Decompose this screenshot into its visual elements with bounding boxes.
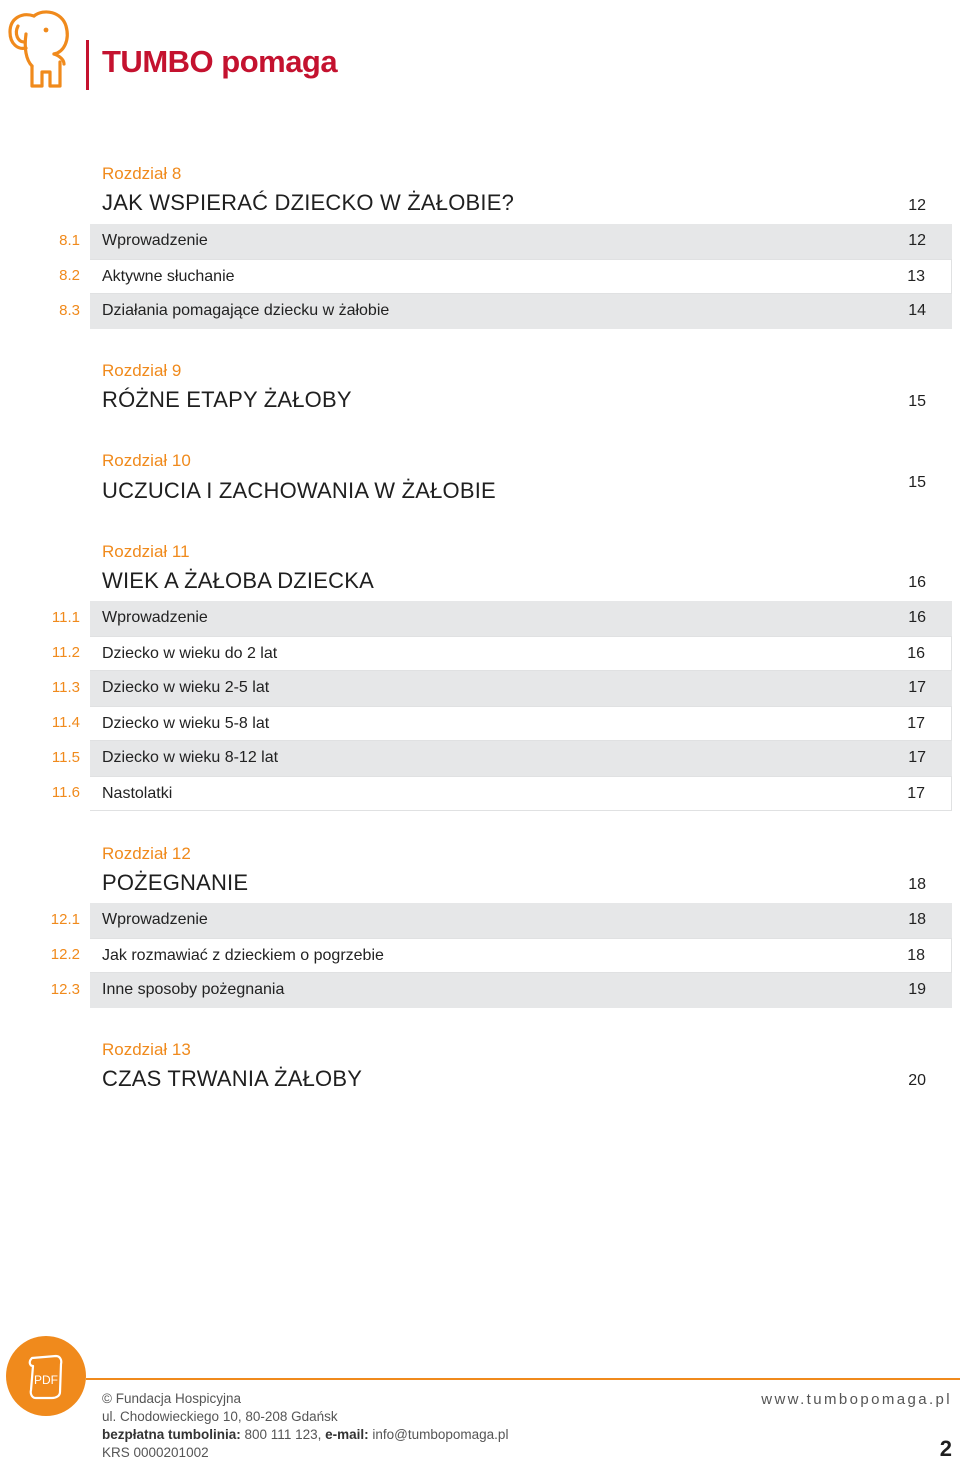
chapter-9-page: 15 <box>908 393 926 410</box>
footer-divider <box>86 1378 960 1380</box>
section-number: 12.3 <box>50 981 80 998</box>
chapter-13-title: CZAS TRWANIA ŻAŁOBY <box>102 1066 363 1091</box>
chapter-11-title: WIEK A ŻAŁOBA DZIECKA <box>102 568 374 593</box>
pdf-badge-label: PDF <box>34 1373 58 1387</box>
section-number: 8.1 <box>59 232 80 249</box>
toc-row-page: 17 <box>908 749 926 766</box>
toc-row-page: 18 <box>907 947 925 964</box>
toc-row[interactable] <box>90 938 952 973</box>
toc-row-label: Dziecko w wieku 2-5 lat <box>102 679 270 696</box>
chapter-8-page: 12 <box>908 197 926 214</box>
toc-row[interactable] <box>90 741 952 776</box>
toc-row-page: 12 <box>908 232 926 249</box>
section-number: 11.1 <box>51 609 80 626</box>
section-number: 12.1 <box>50 911 80 928</box>
chapter-11-label: Rozdział 11 <box>102 542 190 561</box>
toc-row-label: Nastolatki <box>102 785 173 802</box>
toc-row-page: 13 <box>907 268 925 285</box>
toc-row[interactable] <box>90 903 952 938</box>
toc-row[interactable] <box>90 259 952 294</box>
toc-row-page: 17 <box>908 679 926 696</box>
footer-krs: KRS 0000201002 <box>102 1445 209 1460</box>
elephant-logo-icon <box>4 4 76 92</box>
chapter-12-page: 18 <box>908 876 926 893</box>
toc-row-page: 17 <box>907 715 925 732</box>
pdf-icon <box>6 1336 86 1416</box>
phone-number: 800 111 123, <box>244 1427 322 1442</box>
toc-row-page: 16 <box>907 645 925 662</box>
header-divider <box>86 40 89 90</box>
section-number: 12.2 <box>50 946 80 963</box>
chapter-11-page: 16 <box>908 574 926 591</box>
toc-row-label: Aktywne słuchanie <box>102 268 235 285</box>
section-number: 11.5 <box>51 749 80 766</box>
toc-row[interactable] <box>90 224 952 259</box>
chapter-8-label: Rozdział 8 <box>102 164 182 183</box>
toc-row-label: Inne sposoby pożegnania <box>102 981 285 998</box>
chapter-10-label: Rozdział 10 <box>102 451 191 470</box>
toc-row-label: Dziecko w wieku do 2 lat <box>102 645 278 662</box>
section-number: 8.2 <box>59 267 80 284</box>
chapter-13-label: Rozdział 13 <box>102 1040 191 1059</box>
brand-title: TUMBO pomaga <box>102 44 338 79</box>
footer-address: ul. Chodowieckiego 10, 80-208 Gdańsk <box>102 1409 338 1424</box>
toc-row-page: 14 <box>908 302 926 319</box>
toc-row-page: 16 <box>908 609 926 626</box>
phone-label: bezpłatna tumbolinia: <box>102 1427 241 1442</box>
toc-row-label: Działania pomagające dziecku w żałobie <box>102 302 390 319</box>
section-number: 11.2 <box>51 644 80 661</box>
toc-row-page: 18 <box>908 911 926 928</box>
toc-row[interactable] <box>90 636 952 671</box>
toc-row-page: 19 <box>908 981 926 998</box>
section-number: 8.3 <box>59 302 80 319</box>
toc-row-label: Wprowadzenie <box>102 911 208 928</box>
footer-org: © Fundacja Hospicyjna <box>102 1391 242 1406</box>
page-number: 2 <box>939 1436 952 1461</box>
chapter-9-label: Rozdział 9 <box>102 361 182 380</box>
chapter-10-title: UCZUCIA I ZACHOWANIA W ŻAŁOBIE <box>102 478 496 503</box>
pdf-badge[interactable] <box>6 1336 86 1416</box>
section-number: 11.6 <box>51 784 80 801</box>
chapter-12-title: POŻEGNANIE <box>102 870 249 895</box>
email-label: e-mail: <box>325 1427 369 1442</box>
toc-row-label: Jak rozmawiać z dzieckiem o pogrzebie <box>102 947 384 964</box>
chapter-13-page: 20 <box>908 1072 926 1089</box>
chapter-9-title: RÓŻNE ETAPY ŻAŁOBY <box>102 387 352 412</box>
toc-row-page: 17 <box>907 785 925 802</box>
toc-row[interactable] <box>90 973 952 1008</box>
toc-row[interactable] <box>90 671 952 706</box>
toc-row-label: Dziecko w wieku 5-8 lat <box>102 715 270 732</box>
toc-row-label: Dziecko w wieku 8-12 lat <box>102 749 279 766</box>
footer-website-link[interactable]: www.tumbopomaga.pl <box>761 1391 952 1408</box>
toc-row[interactable] <box>90 294 952 329</box>
chapter-12-label: Rozdział 12 <box>102 844 191 863</box>
footer-contact <box>102 1427 508 1442</box>
toc-row[interactable] <box>90 776 952 811</box>
chapter-10-page: 15 <box>908 474 926 491</box>
chapter-8-title: JAK WSPIERAĆ DZIECKO W ŻAŁOBIE? <box>102 190 515 215</box>
section-number: 11.3 <box>51 679 80 696</box>
section-number: 11.4 <box>51 714 80 731</box>
toc-row[interactable] <box>90 601 952 636</box>
toc-row[interactable] <box>90 706 952 741</box>
toc-row-label: Wprowadzenie <box>102 609 208 626</box>
email-address[interactable]: info@tumbopomaga.pl <box>372 1427 509 1442</box>
toc-row-label: Wprowadzenie <box>102 232 208 249</box>
